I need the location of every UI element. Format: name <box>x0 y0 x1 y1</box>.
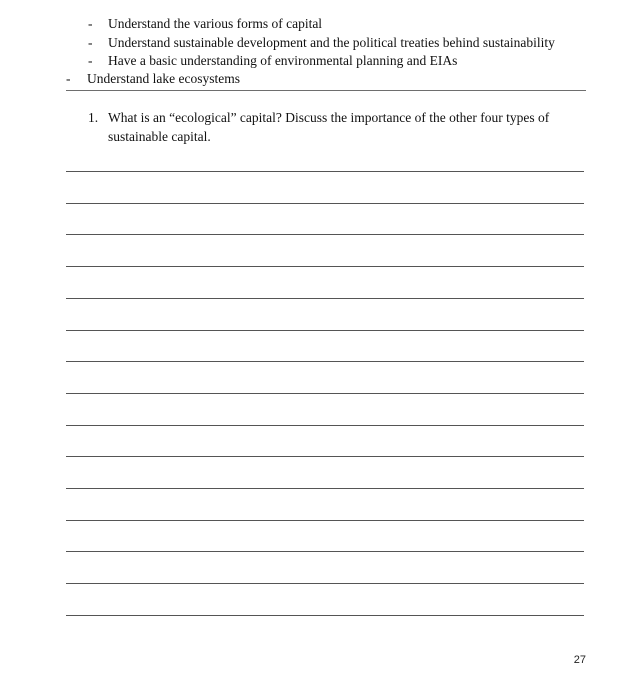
answer-line <box>66 456 584 457</box>
objective-text: Have a basic understanding of environmental planning and EIAs <box>108 53 458 68</box>
answer-line <box>66 520 584 521</box>
question-number: 1. <box>88 110 99 125</box>
answer-line <box>66 361 584 362</box>
answer-line <box>66 203 584 204</box>
answer-line <box>66 298 584 299</box>
answer-line <box>66 234 584 235</box>
page-number: 27 <box>573 654 586 666</box>
answer-line <box>66 266 584 267</box>
answer-line <box>66 583 584 584</box>
bullet-dash: - <box>66 71 71 86</box>
bullet-dash: - <box>88 35 93 50</box>
answer-line <box>66 615 584 616</box>
objective-text: Understand sustainable development and the political treaties behind sustainability <box>108 35 555 50</box>
answer-line <box>66 488 584 489</box>
bullet-dash: - <box>88 16 93 31</box>
section-divider <box>66 90 586 91</box>
objective-text: Understand the various forms of capital <box>108 16 323 31</box>
answer-line <box>66 425 584 426</box>
answer-line <box>66 171 584 172</box>
answer-line <box>66 330 584 331</box>
answer-line <box>66 551 584 552</box>
objective-text: Understand lake ecosystems <box>87 71 240 86</box>
bullet-dash: - <box>88 53 93 68</box>
question-text: What is an “ecological” capital? Discuss the importance of the other four types of sustainable capital. <box>108 110 550 144</box>
answer-line <box>66 393 584 394</box>
